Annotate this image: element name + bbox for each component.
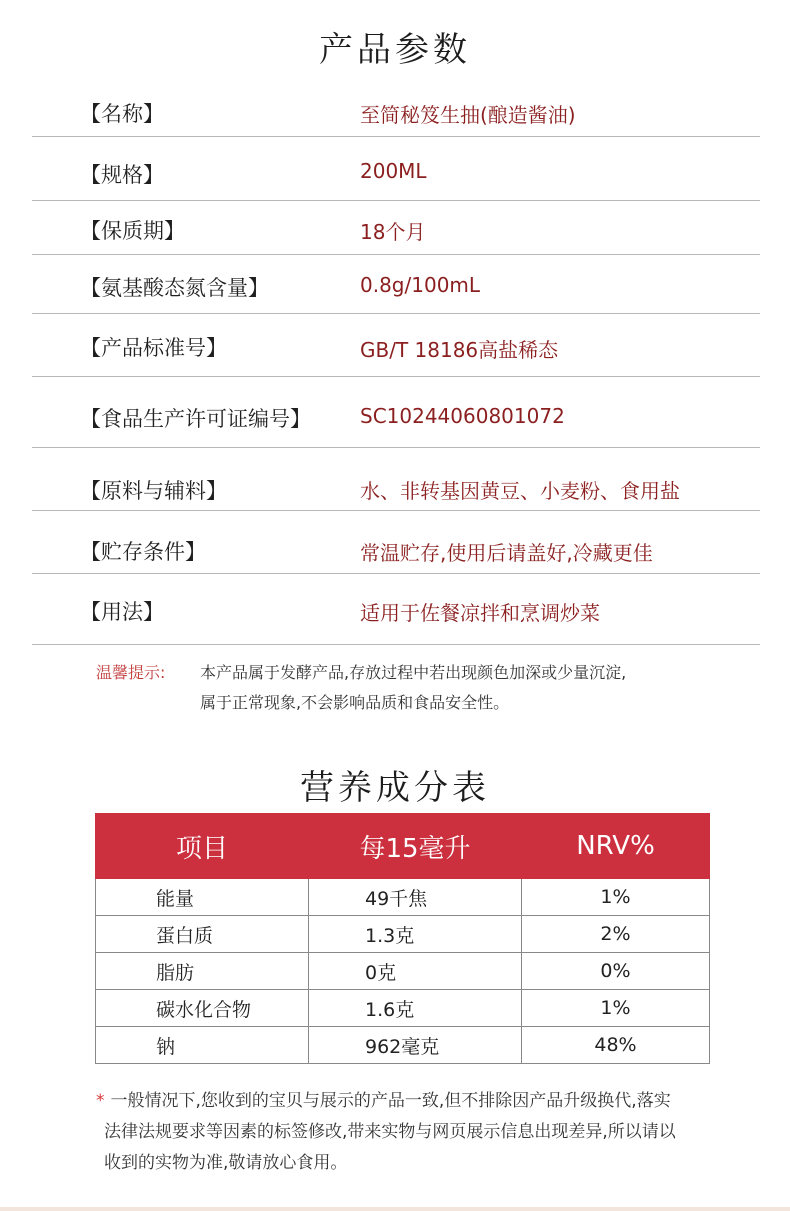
param-row-spec — [32, 137, 760, 201]
header-per-15ml: 每15毫升 — [309, 814, 522, 879]
param-row-storage — [32, 511, 760, 574]
nutrient-nrv: 1% — [522, 990, 710, 1027]
header-item: 项目 — [96, 814, 309, 879]
nutrient-name: 能量 — [96, 879, 309, 916]
nutrient-amount: 962毫克 — [309, 1027, 522, 1064]
param-row-license — [32, 377, 760, 448]
nutrition-table — [95, 813, 710, 1064]
param-value: 水、非转基因黄豆、小麦粉、食用盐 — [360, 479, 680, 503]
param-label: 【氨基酸态氮含量】 — [80, 276, 269, 300]
tip-label: 温馨提示: — [96, 663, 166, 682]
nutrient-name: 碳水化合物 — [96, 990, 309, 1027]
table-row — [96, 879, 710, 916]
param-row-name — [32, 80, 760, 137]
nutrient-nrv: 48% — [522, 1027, 710, 1064]
param-value: 适用于佐餐凉拌和烹调炒菜 — [360, 601, 600, 625]
param-value: 常温贮存,使用后请盖好,冷藏更佳 — [360, 541, 653, 565]
param-label: 【贮存条件】 — [80, 540, 206, 564]
param-value: 18个月 — [360, 220, 426, 244]
nutrient-nrv: 0% — [522, 953, 710, 990]
nutrient-name: 蛋白质 — [96, 916, 309, 953]
param-label: 【食品生产许可证编号】 — [80, 407, 311, 431]
param-row-ingredients — [32, 448, 760, 511]
param-label: 【保质期】 — [80, 219, 185, 243]
param-value: SC10244060801072 — [360, 404, 565, 428]
nutrition-title: 营养成分表 — [300, 768, 490, 808]
nutrient-nrv: 2% — [522, 916, 710, 953]
nutrient-name: 脂肪 — [96, 953, 309, 990]
nutrient-nrv: 1% — [522, 879, 710, 916]
param-value: 200ML — [360, 159, 427, 183]
disclaimer — [96, 1086, 716, 1179]
param-label: 【产品标准号】 — [80, 336, 227, 360]
param-row-shelf-life — [32, 201, 760, 255]
table-row — [96, 916, 710, 953]
nutrient-amount: 1.6克 — [309, 990, 522, 1027]
header-nrv: NRV% — [522, 814, 710, 879]
param-label: 【用法】 — [80, 600, 164, 624]
param-label: 【名称】 — [80, 102, 164, 126]
disclaimer-line-3: 收到的实物为准,敬请放心食用。 — [104, 1153, 348, 1173]
disclaimer-line-1: * 一般情况下,您收到的宝贝与展示的产品一致,但不排除因产品升级换代,落实 — [96, 1091, 671, 1111]
asterisk-icon: * — [96, 1091, 105, 1111]
param-label: 【原料与辅料】 — [80, 479, 227, 503]
table-row — [96, 953, 710, 990]
nutrient-amount: 0克 — [309, 953, 522, 990]
nutrient-name: 钠 — [96, 1027, 309, 1064]
params-title: 产品参数 — [319, 30, 471, 70]
bottom-divider — [0, 1207, 790, 1211]
nutrient-amount: 1.3克 — [309, 916, 522, 953]
param-value: 0.8g/100mL — [360, 273, 481, 297]
param-row-standard — [32, 314, 760, 377]
param-value: GB/T 18186高盐稀态 — [360, 338, 559, 362]
table-row — [96, 1027, 710, 1064]
tip-line-1: 本产品属于发酵产品,存放过程中若出现颜色加深或少量沉淀, — [200, 663, 627, 682]
nutrition-header-row — [96, 814, 710, 879]
table-row — [96, 990, 710, 1027]
nutrient-amount: 49千焦 — [309, 879, 522, 916]
tip-line-2: 属于正常现象,不会影响品质和食品安全性。 — [200, 693, 510, 712]
param-label: 【规格】 — [80, 163, 164, 187]
param-value: 至简秘笈生抽(酿造酱油) — [360, 103, 576, 127]
param-row-usage — [32, 574, 760, 645]
param-row-amino-nitrogen — [32, 255, 760, 314]
disclaimer-line-2: 法律法规要求等因素的标签修改,带来实物与网页展示信息出现差异,所以请以 — [104, 1122, 676, 1142]
